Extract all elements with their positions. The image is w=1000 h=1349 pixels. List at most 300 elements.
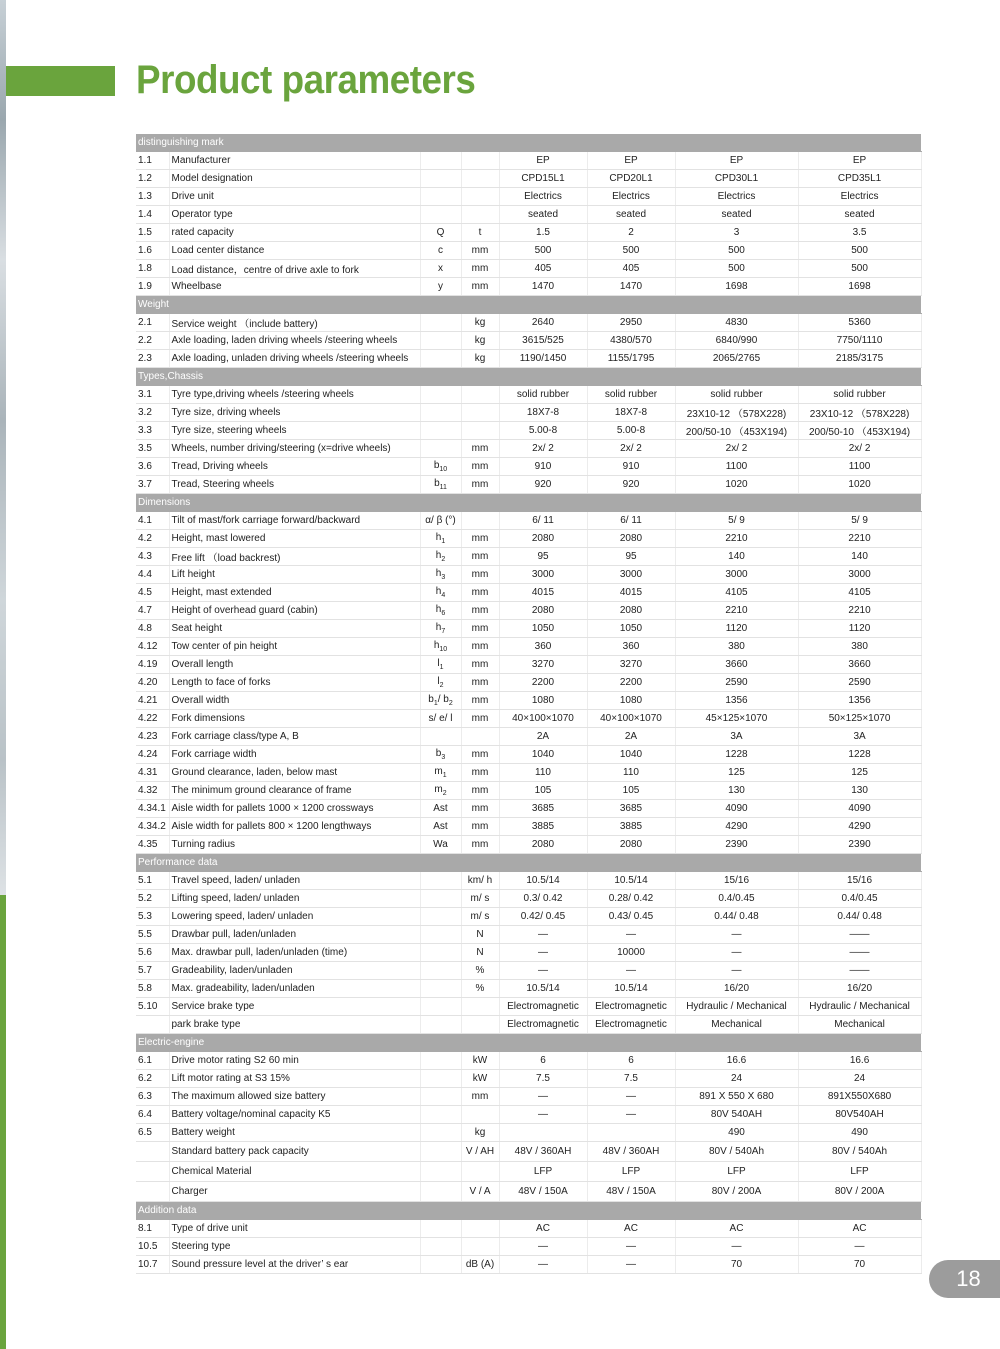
row-unit	[461, 404, 499, 422]
row-description: Max. gradeability, laden/unladen	[169, 980, 420, 998]
value-cpd30l1: 70	[675, 1256, 798, 1274]
row-number: 5.2	[136, 890, 169, 908]
row-description: Gradeability, laden/unladen	[169, 962, 420, 980]
value-cpd15l1: 4015	[499, 584, 587, 602]
value-cpd35l1: 7750/1110	[798, 332, 921, 350]
value-cpd15l1: 105	[499, 782, 587, 800]
row-number: 1.9	[136, 278, 169, 296]
value-cpd20l1: 0.43/ 0.45	[587, 908, 675, 926]
value-cpd30l1: 3000	[675, 566, 798, 584]
value-cpd35l1: 125	[798, 764, 921, 782]
row-description: Wheelbase	[169, 278, 420, 296]
row-symbol: $h_4$	[420, 584, 461, 602]
row-symbol: $m_1$	[420, 764, 461, 782]
table-row	[136, 566, 921, 584]
row-description: Model designation	[169, 170, 420, 188]
value-cpd30l1: 0.44/ 0.48	[675, 908, 798, 926]
row-unit	[461, 1162, 499, 1182]
value-cpd20l1: 95	[587, 548, 675, 566]
value-cpd30l1: Mechanical	[675, 1016, 798, 1034]
row-symbol	[420, 1052, 461, 1070]
value-cpd30l1: 200/50-10 （453X194)	[675, 422, 798, 440]
value-cpd30l1: —	[675, 926, 798, 944]
row-description: Battery voltage/nominal capacity K5	[169, 1106, 420, 1124]
row-symbol	[420, 980, 461, 998]
value-cpd15l1: 0.42/ 0.45	[499, 908, 587, 926]
value-cpd20l1: LFP	[587, 1162, 675, 1182]
value-cpd20l1: 40×100×1070	[587, 710, 675, 728]
row-number: 1.3	[136, 188, 169, 206]
row-unit: %	[461, 980, 499, 998]
value-cpd20l1: 1470	[587, 278, 675, 296]
value-cpd20l1: 6	[587, 1052, 675, 1070]
value-cpd20l1: 2	[587, 224, 675, 242]
table-row	[136, 242, 921, 260]
value-cpd35l1: 80V540AH	[798, 1106, 921, 1124]
table-row	[136, 224, 921, 242]
value-cpd15l1: 110	[499, 764, 587, 782]
row-description: Length to face of forks	[169, 674, 420, 692]
row-description: Steering type	[169, 1238, 420, 1256]
value-cpd35l1: Hydraulic / Mechanical	[798, 998, 921, 1016]
row-symbol: $l_2$	[420, 674, 461, 692]
row-description: Fork dimensions	[169, 710, 420, 728]
value-cpd20l1: 10.5/14	[587, 980, 675, 998]
value-cpd15l1	[499, 1124, 587, 1142]
row-number: 4.24	[136, 746, 169, 764]
table-row	[136, 692, 921, 710]
row-unit: mm	[461, 656, 499, 674]
value-cpd20l1: Electrics	[587, 188, 675, 206]
row-number: 5.8	[136, 980, 169, 998]
table-row	[136, 386, 921, 404]
value-cpd35l1: 2210	[798, 530, 921, 548]
row-symbol: $h_1$	[420, 530, 461, 548]
value-cpd20l1: —	[587, 1106, 675, 1124]
value-cpd20l1: 3270	[587, 656, 675, 674]
row-number	[136, 1162, 169, 1182]
value-cpd35l1: 1120	[798, 620, 921, 638]
value-cpd30l1: 80V / 540Ah	[675, 1142, 798, 1162]
table-row	[136, 998, 921, 1016]
value-cpd30l1: seated	[675, 206, 798, 224]
row-number: 4.20	[136, 674, 169, 692]
value-cpd30l1: 4105	[675, 584, 798, 602]
value-cpd15l1: 2200	[499, 674, 587, 692]
row-description: Turning radius	[169, 836, 420, 854]
row-symbol	[420, 152, 461, 170]
row-number: 4.22	[136, 710, 169, 728]
row-symbol: Ast	[420, 818, 461, 836]
value-cpd30l1: 1356	[675, 692, 798, 710]
value-cpd15l1: 3615/525	[499, 332, 587, 350]
value-cpd15l1: 2640	[499, 314, 587, 332]
row-number: 4.21	[136, 692, 169, 710]
value-cpd20l1: 2x/ 2	[587, 440, 675, 458]
row-description: Tread, Steering wheels	[169, 476, 420, 494]
value-cpd15l1: 7.5	[499, 1070, 587, 1088]
value-cpd30l1: 3	[675, 224, 798, 242]
row-unit: mm	[461, 242, 499, 260]
row-symbol: $l_1$	[420, 656, 461, 674]
row-symbol	[420, 1106, 461, 1124]
value-cpd35l1: 4090	[798, 800, 921, 818]
value-cpd35l1: 23X10-12 （578X228)	[798, 404, 921, 422]
row-unit	[461, 188, 499, 206]
value-cpd35l1: 3.5	[798, 224, 921, 242]
row-unit: mm	[461, 548, 499, 566]
row-number: 4.7	[136, 602, 169, 620]
page-title: Product parameters	[136, 58, 476, 102]
page-number-badge	[929, 1260, 1000, 1298]
row-number: 1.6	[136, 242, 169, 260]
value-cpd30l1: 16.6	[675, 1052, 798, 1070]
value-cpd35l1: 3660	[798, 656, 921, 674]
table-row	[136, 1182, 921, 1202]
row-symbol	[420, 170, 461, 188]
value-cpd15l1: 3685	[499, 800, 587, 818]
value-cpd15l1: Electromagnetic	[499, 998, 587, 1016]
table-row	[136, 584, 921, 602]
value-cpd15l1: Electrics	[499, 188, 587, 206]
value-cpd20l1: 1155/1795	[587, 350, 675, 368]
row-unit: mm	[461, 710, 499, 728]
table-row	[136, 764, 921, 782]
row-description: Service weight （include battery)	[169, 314, 420, 332]
value-cpd20l1: 105	[587, 782, 675, 800]
row-description: Operator type	[169, 206, 420, 224]
section-header	[136, 494, 921, 512]
row-unit: mm	[461, 602, 499, 620]
value-cpd30l1: 2210	[675, 602, 798, 620]
row-symbol: Q	[420, 224, 461, 242]
value-cpd15l1: 10.5/14	[499, 872, 587, 890]
row-symbol	[420, 1256, 461, 1274]
row-symbol: $b_{11}$	[420, 476, 461, 494]
value-cpd35l1: —	[798, 1238, 921, 1256]
row-number: 6.5	[136, 1124, 169, 1142]
row-unit: kg	[461, 350, 499, 368]
value-cpd30l1: 1228	[675, 746, 798, 764]
row-number: 1.5	[136, 224, 169, 242]
row-number: 4.32	[136, 782, 169, 800]
table-row	[136, 872, 921, 890]
value-cpd30l1: 500	[675, 242, 798, 260]
value-cpd30l1: —	[675, 1238, 798, 1256]
row-description: Fork carriage width	[169, 746, 420, 764]
value-cpd30l1: 4830	[675, 314, 798, 332]
value-cpd20l1: 18X7-8	[587, 404, 675, 422]
table-row	[136, 440, 921, 458]
row-description: Lowering speed, laden/ unladen	[169, 908, 420, 926]
row-number: 4.34.2	[136, 818, 169, 836]
value-cpd20l1: 2080	[587, 602, 675, 620]
value-cpd35l1: 80V / 200A	[798, 1182, 921, 1202]
value-cpd35l1: ——	[798, 944, 921, 962]
value-cpd35l1: 2210	[798, 602, 921, 620]
value-cpd35l1: 500	[798, 242, 921, 260]
value-cpd20l1: 5.00-8	[587, 422, 675, 440]
row-symbol: $m_2$	[420, 782, 461, 800]
table-row	[136, 1220, 921, 1238]
row-description: Axle loading, unladen driving wheels /steering wheels	[169, 350, 420, 368]
row-unit: m/ s	[461, 908, 499, 926]
title-accent-bar	[6, 66, 115, 96]
value-cpd35l1: 0.4/0.45	[798, 890, 921, 908]
row-description: Charger	[169, 1182, 420, 1202]
section-title: Types,Chassis	[136, 368, 921, 386]
value-cpd30l1: 2x/ 2	[675, 440, 798, 458]
row-symbol: Ast	[420, 800, 461, 818]
section-title: Weight	[136, 296, 921, 314]
row-unit: mm	[461, 692, 499, 710]
table-row	[136, 350, 921, 368]
row-description: Axle loading, laden driving wheels /steering wheels	[169, 332, 420, 350]
section-header	[136, 1202, 921, 1220]
row-unit: mm	[461, 782, 499, 800]
value-cpd35l1: ——	[798, 926, 921, 944]
value-cpd30l1: 2390	[675, 836, 798, 854]
value-cpd20l1: 1080	[587, 692, 675, 710]
value-cpd35l1: Mechanical	[798, 1016, 921, 1034]
value-cpd35l1: 200/50-10 （453X194)	[798, 422, 921, 440]
value-cpd35l1: 1020	[798, 476, 921, 494]
table-row	[136, 1162, 921, 1182]
value-cpd15l1: 48V / 150A	[499, 1182, 587, 1202]
value-cpd15l1: 1470	[499, 278, 587, 296]
value-cpd15l1: 18X7-8	[499, 404, 587, 422]
value-cpd30l1: LFP	[675, 1162, 798, 1182]
row-unit: kg	[461, 314, 499, 332]
section-header	[136, 854, 921, 872]
row-description: Max. drawbar pull, laden/unladen (time)	[169, 944, 420, 962]
row-number: 5.7	[136, 962, 169, 980]
value-cpd35l1: AC	[798, 1220, 921, 1238]
row-number: 6.3	[136, 1088, 169, 1106]
row-unit	[461, 152, 499, 170]
row-description: Ground clearance, laden, below mast	[169, 764, 420, 782]
value-cpd15l1: 10.5/14	[499, 980, 587, 998]
value-cpd35l1: Electrics	[798, 188, 921, 206]
row-unit: mm	[461, 638, 499, 656]
value-cpd20l1: 10.5/14	[587, 872, 675, 890]
value-cpd35l1: 70	[798, 1256, 921, 1274]
row-symbol	[420, 728, 461, 746]
row-unit: mm	[461, 440, 499, 458]
row-symbol	[420, 998, 461, 1016]
value-cpd35l1: 5/ 9	[798, 512, 921, 530]
value-cpd35l1: 2390	[798, 836, 921, 854]
value-cpd15l1: 405	[499, 260, 587, 278]
row-description: Tyre size, driving wheels	[169, 404, 420, 422]
row-description: Manufacturer	[169, 152, 420, 170]
table-row	[136, 962, 921, 980]
row-description: Height, mast extended	[169, 584, 420, 602]
section-title: Addition data	[136, 1202, 921, 1220]
table-row	[136, 836, 921, 854]
row-description: Tread, Driving wheels	[169, 458, 420, 476]
value-cpd35l1: 0.44/ 0.48	[798, 908, 921, 926]
table-row	[136, 548, 921, 566]
value-cpd30l1: 490	[675, 1124, 798, 1142]
row-symbol: s/ e/ l	[420, 710, 461, 728]
row-number: 5.3	[136, 908, 169, 926]
row-description: Drawbar pull, laden/unladen	[169, 926, 420, 944]
value-cpd30l1: 80V 540AH	[675, 1106, 798, 1124]
row-unit	[461, 512, 499, 530]
value-cpd30l1: 380	[675, 638, 798, 656]
value-cpd35l1: 490	[798, 1124, 921, 1142]
table-row	[136, 818, 921, 836]
row-number: 1.4	[136, 206, 169, 224]
value-cpd20l1: Electromagnetic	[587, 998, 675, 1016]
value-cpd30l1: 16/20	[675, 980, 798, 998]
value-cpd20l1: 10000	[587, 944, 675, 962]
row-unit	[461, 1106, 499, 1124]
row-unit: mm	[461, 260, 499, 278]
table-row	[136, 206, 921, 224]
row-description: Overall length	[169, 656, 420, 674]
row-symbol	[420, 1016, 461, 1034]
table-row	[136, 782, 921, 800]
value-cpd20l1: —	[587, 1088, 675, 1106]
value-cpd20l1: 1040	[587, 746, 675, 764]
value-cpd15l1: AC	[499, 1220, 587, 1238]
row-unit: kg	[461, 1124, 499, 1142]
table-row	[136, 926, 921, 944]
value-cpd15l1: Electromagnetic	[499, 1016, 587, 1034]
page-number: 18	[956, 1266, 981, 1291]
value-cpd15l1: 6/ 11	[499, 512, 587, 530]
value-cpd30l1: 125	[675, 764, 798, 782]
table-row	[136, 890, 921, 908]
row-number	[136, 1016, 169, 1034]
row-symbol	[420, 440, 461, 458]
row-description: Aisle width for pallets 1000 × 1200 crossways	[169, 800, 420, 818]
value-cpd15l1: 2080	[499, 530, 587, 548]
table-row	[136, 908, 921, 926]
value-cpd35l1: 2590	[798, 674, 921, 692]
table-row	[136, 170, 921, 188]
value-cpd35l1: 130	[798, 782, 921, 800]
row-description: Tow center of pin height	[169, 638, 420, 656]
value-cpd35l1: 3000	[798, 566, 921, 584]
table-row	[136, 980, 921, 998]
value-cpd20l1: 2080	[587, 836, 675, 854]
row-unit: mm	[461, 818, 499, 836]
value-cpd20l1: 4015	[587, 584, 675, 602]
value-cpd35l1: 891X550X680	[798, 1088, 921, 1106]
value-cpd30l1: —	[675, 944, 798, 962]
value-cpd35l1: 50×125×1070	[798, 710, 921, 728]
table-row	[136, 188, 921, 206]
value-cpd35l1: 1356	[798, 692, 921, 710]
row-unit	[461, 170, 499, 188]
value-cpd35l1: 1698	[798, 278, 921, 296]
row-symbol: $b_3$	[420, 746, 461, 764]
value-cpd20l1: 405	[587, 260, 675, 278]
value-cpd30l1: 0.4/0.45	[675, 890, 798, 908]
row-number: 2.2	[136, 332, 169, 350]
parameters-table	[136, 134, 922, 1274]
row-description: Sound pressure level at the driver’ s ear	[169, 1256, 420, 1274]
value-cpd30l1: 6840/990	[675, 332, 798, 350]
row-description: Height, mast lowered	[169, 530, 420, 548]
row-unit: dB (A)	[461, 1256, 499, 1274]
row-symbol	[420, 872, 461, 890]
row-unit: %	[461, 962, 499, 980]
row-unit: mm	[461, 620, 499, 638]
row-symbol: $b_1/$ $b_2$	[420, 692, 461, 710]
value-cpd15l1: 3885	[499, 818, 587, 836]
section-header	[136, 1034, 921, 1052]
row-symbol	[420, 1142, 461, 1162]
table-row	[136, 728, 921, 746]
row-description: Drive motor rating S2 60 min	[169, 1052, 420, 1070]
value-cpd35l1: EP	[798, 152, 921, 170]
table-row	[136, 944, 921, 962]
row-symbol	[420, 422, 461, 440]
table-row	[136, 260, 921, 278]
row-unit: V / A	[461, 1182, 499, 1202]
row-number: 4.31	[136, 764, 169, 782]
value-cpd30l1: CPD30L1	[675, 170, 798, 188]
row-description: Load center distance	[169, 242, 420, 260]
row-unit: m/ s	[461, 890, 499, 908]
value-cpd20l1: EP	[587, 152, 675, 170]
value-cpd35l1: LFP	[798, 1162, 921, 1182]
row-description: Fork carriage class/type A, B	[169, 728, 420, 746]
value-cpd15l1: 1080	[499, 692, 587, 710]
value-cpd20l1: 48V / 150A	[587, 1182, 675, 1202]
value-cpd20l1: —	[587, 1238, 675, 1256]
value-cpd35l1: 24	[798, 1070, 921, 1088]
value-cpd30l1: AC	[675, 1220, 798, 1238]
value-cpd30l1: 45×125×1070	[675, 710, 798, 728]
row-number: 5.1	[136, 872, 169, 890]
value-cpd20l1: 3000	[587, 566, 675, 584]
value-cpd30l1: 2065/2765	[675, 350, 798, 368]
row-unit: N	[461, 944, 499, 962]
row-number: 4.35	[136, 836, 169, 854]
value-cpd15l1: 1.5	[499, 224, 587, 242]
value-cpd20l1: —	[587, 1256, 675, 1274]
row-number: 10.5	[136, 1238, 169, 1256]
section-title: distinguishing mark	[136, 134, 921, 152]
row-unit: mm	[461, 764, 499, 782]
table-row	[136, 530, 921, 548]
value-cpd20l1: —	[587, 962, 675, 980]
value-cpd15l1: solid rubber	[499, 386, 587, 404]
value-cpd20l1: 500	[587, 242, 675, 260]
value-cpd15l1: 6	[499, 1052, 587, 1070]
table-row	[136, 152, 921, 170]
row-unit	[461, 998, 499, 1016]
row-symbol: x	[420, 260, 461, 278]
value-cpd15l1: —	[499, 1256, 587, 1274]
value-cpd20l1: 2A	[587, 728, 675, 746]
value-cpd15l1: —	[499, 962, 587, 980]
value-cpd30l1: Hydraulic / Mechanical	[675, 998, 798, 1016]
value-cpd30l1: 3A	[675, 728, 798, 746]
row-symbol	[420, 332, 461, 350]
value-cpd35l1: CPD35L1	[798, 170, 921, 188]
section-title: Electric-engine	[136, 1034, 921, 1052]
value-cpd15l1: —	[499, 1238, 587, 1256]
value-cpd15l1: EP	[499, 152, 587, 170]
row-number: 4.19	[136, 656, 169, 674]
value-cpd20l1: 920	[587, 476, 675, 494]
